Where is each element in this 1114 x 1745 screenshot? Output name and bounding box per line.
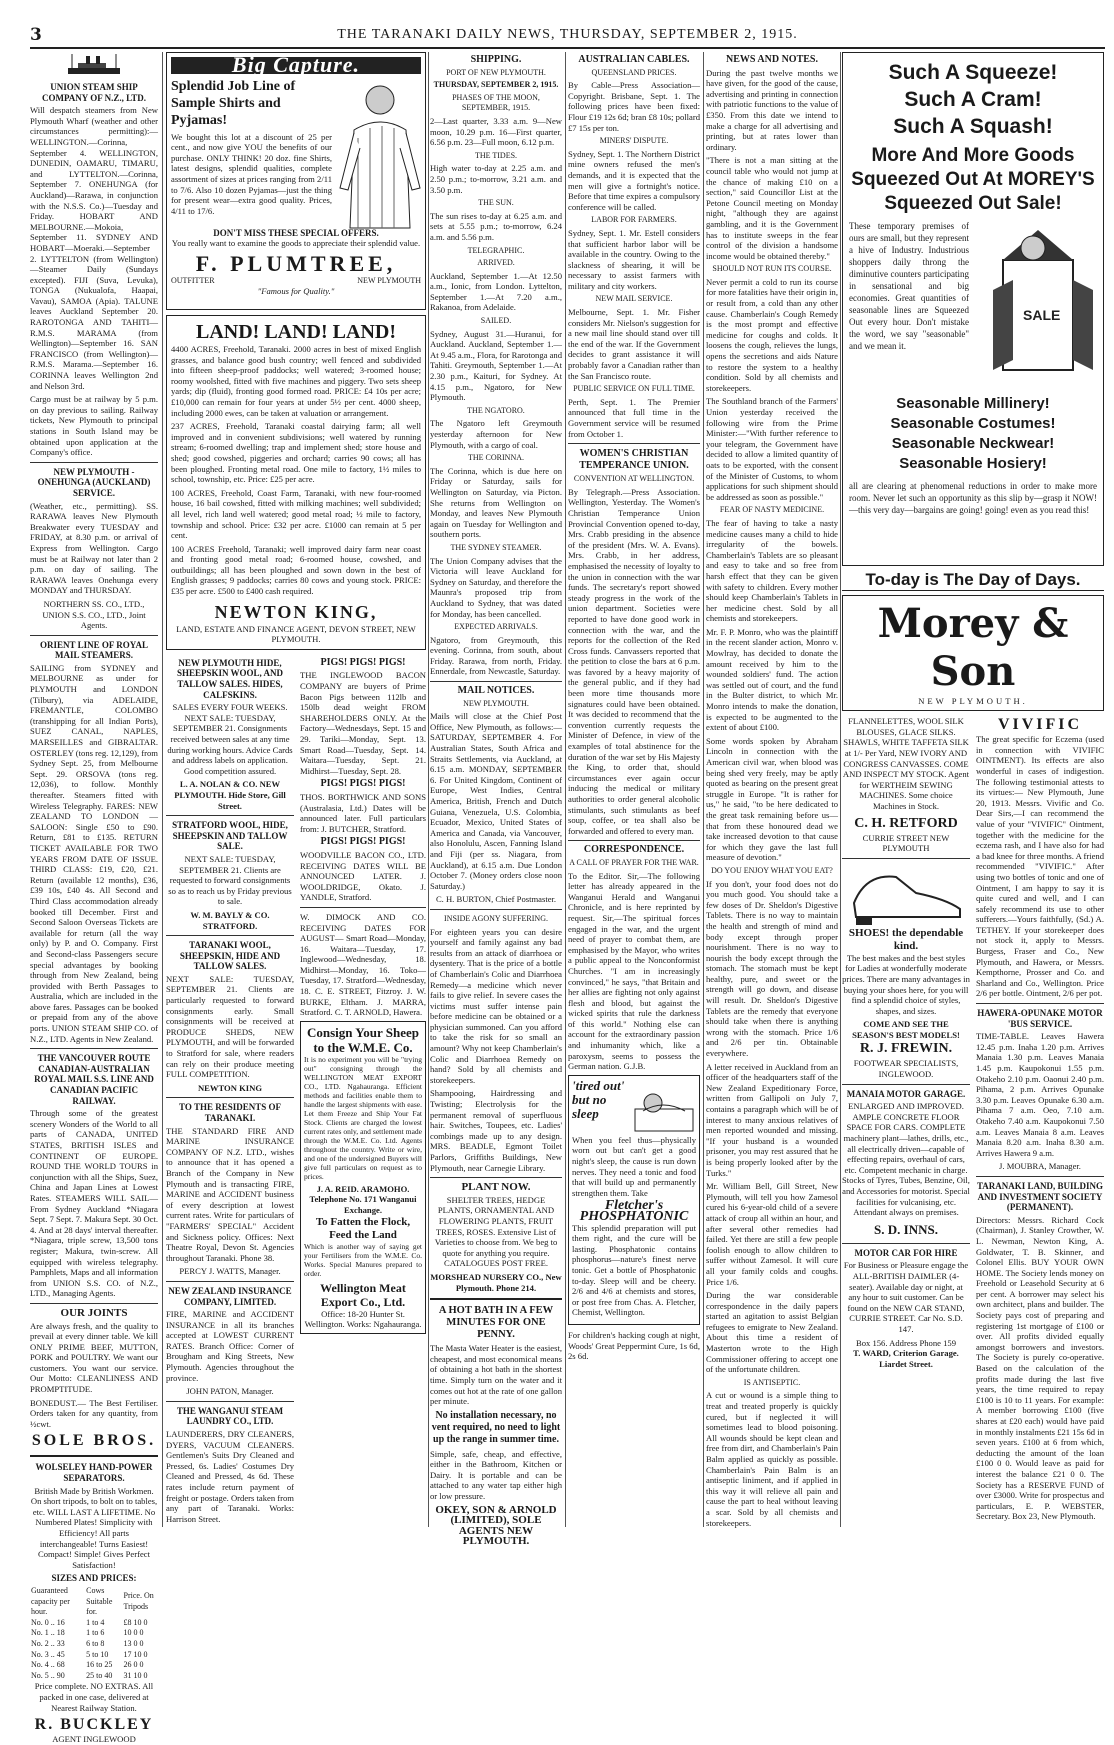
tired-heading: 'tired out' but no sleep	[572, 1077, 625, 1121]
invite-text: You really want to examine the goods to appreciate their splendid value.	[171, 238, 421, 249]
nz-insurance-title: NEW ZEALAND INSURANCE COMPANY, LIMITED.	[168, 1285, 292, 1307]
run-body: Never permit a cold to run its course for more fatalities have their origin in, or result from, a cold than any other cause. Chamberlain's Cough Remedy is the most prompt and effective medicine for coughs and colds. It loosens the cough, relieves the lungs, opens the secretions and aids Nature to restore the system to a healthy condition. Sold by all chemists and storekeepers.	[706, 276, 838, 393]
plant-body: SHELTER TREES, HEDGE PLANTS, ORNAMENTAL AND FLOWERING PLANTS, FRUIT TREES, ROSES. Extensive List of Varieties to choose from. We beg to quote for anything you require. CATALOGUES POST FREE.	[434, 1194, 558, 1269]
wctu-sub: CONVENTION AT WELLINGTON.	[573, 474, 695, 484]
wctu-body: By Telegraph.—Press Association. Wellington, Yesterday. The Women's Christian Temperance Union Provincial Convention opened to-day, Mrs. Crabb presiding in the absence of the president (Mrs. W. A. Evans). Mrs. Crabb, in her address, emphasised the necessity of loyalty to the union in connection with the war funds. The secretary's report showed steady progress in the work of the union department. Societies were reported to have done good work in connection with the war, and the reports for the collection of the Red Cross funds. Canvassers reported that the petition to close the bars at 6 p.m. was favored by a heavy majority of the general public, and if they had been more time thousands more signatures could have been obtained. It was decided to recommend that the convention currently requests the Minister of Defence, in view of the examples of total abstinence for the duration of the war set by His Majesty the King, to order that, should circumstances ever again occur inducing the medical or military authorities to order general alcoholic stimulants, such stimulants as beef soup, coffee, or tea shall also be forwarded and offered to every man.	[568, 486, 700, 836]
arrived-title: ARRIVED.	[477, 258, 515, 268]
vancouver-title: THE VANCOUVER ROUTE CANADIAN-AUSTRALIAN ROYAL MAIL S.S. LINE AND CANADIAN PACIFIC RAILWAY.	[34, 1053, 154, 1106]
moon-body: 2—Last quarter, 3.33 a.m. 9—New moon, 10.29 p.m. 16—First quarter, 6.56 p.m. 23—Full moon, 6.12 p.m.	[430, 115, 562, 148]
column-news-notes	[706, 52, 838, 1527]
consign-body: It is no experiment you will be "trying out" consigning through the WELLINGTON MEAT EXPORT CO., LTD. Ngahauranga. Efficient methods and facilities enable them to handle the largest shipments with ease. Let them Freeze and Ship Your Fat Stock. Clients are charged the lowest current rates only, and settlement made through the W.M.E. Co. Ltd. Agents throughout the country. Write or wire, and one of the undersigned Buyers will give full particulars on request as to prices.	[304, 1054, 422, 1181]
lincoln-body: Some words spoken by Abraham Lincoln in connection with the American civil war, when blood was being shed very freely, may be aptly quoted as bearing on the present great struggle in Europe. "It is rather for us," he said, "to be here dedicated to the great task remaining before us—that from these honoured dead we take increased devotion to that cause for which they gave the last full measure of devotion."	[706, 735, 838, 863]
flock-body: Which is another way of saying get your Fertilisers from the W.M.E. Co. Works. Special Manures prepared to order.	[304, 1241, 422, 1278]
sales-subcolumn	[166, 655, 294, 1528]
union-note: Cargo must be at railway by 5 p.m. on day previous to sailing. Railway tickets, New Plymouth to principal stations in South Island may be obtained upon application at the Company's office.	[30, 394, 158, 458]
joints-title: OUR JOINTS	[60, 1306, 128, 1319]
sizes-title: SIZES AND PRICES:	[51, 1573, 137, 1584]
column-morey-ads	[842, 52, 1104, 1527]
plumtree-ad	[166, 52, 426, 310]
sydney-body: The Union Company advises that the Victoria will leave Auckland for Sydney on Saturday, and therefore the Maunra's proposed trip from Auckland to Sydney, that was dated for Monday, has been cancelled.	[430, 555, 562, 619]
table-cell: No. 3 .. 45	[31, 1649, 65, 1659]
moubra-name: J. MOUBRA, Manager.	[999, 1161, 1081, 1172]
wme-name: Wellington Meat Export Co., Ltd.	[320, 1280, 406, 1309]
mail-body: Mails will close at the Chief Post Office, New Plymouth, as follows:— SATURDAY, SEPTEMBER 4. For Australian States, South Africa and Straits Settlements, via Auckland, at 6.15 a.m. MONDAY, SEPTEMBER 6. For United Kingdom, Continent of Europe, West Indies, Central America, British, French and Dutch Guiana, Venezuela, U.S. Colombia, Ecuador, Mexico, United States of America and Canada, via Vancouver, also Honolulu, Ascen, Fanning Island and Fiji (per ss. Niagara, from Auckland), at 6.15 a.m. Due London October 7. (Money orders close noon Saturday.)	[430, 711, 562, 891]
steamship-icon	[64, 52, 124, 78]
sizes-note: Price complete. NO EXTRAS. All packed in one case, delivered at Nearest Railway Station.	[34, 1681, 154, 1713]
onehunga-title: NEW PLYMOUTH - ONEHUNGA (AUCKLAND) SERVICE.	[37, 466, 151, 498]
orient-title: ORIENT LINE OF ROYAL MAIL STEAMERS.	[40, 639, 148, 661]
man-in-shirt-illustration	[336, 78, 421, 228]
column-shipping-ads	[30, 52, 158, 1745]
wanganui-body: LAUNDERERS, DRY CLEANERS, DYERS, VACUUM CLEANERS. Gentlemen's Suits Dry Cleaned and Pressed, 6s. Ladies' Costumes Dry Cleaned and Pressed, 4s 6d. These rates include return payment of freight or postage. Orders taken from any part of Taranaki. Works: Harrison Street.	[166, 1429, 294, 1524]
mail-service-title: NEW MAIL SERVICE.	[595, 294, 673, 304]
column-cables	[568, 52, 700, 1527]
fletcher-body: This splendid preparation will put them right, and the cure will be lasting. Phosphatonic contains phosphorus—nature's finest nerve tonic. Get a bottle of Phosphatonic to-day. Sleep will and be cheery. 2/6 and 4/6 at chemists and stores, or post free from Chas. A. Fletcher, Chemist, Wellington.	[572, 1222, 696, 1318]
table-row	[30, 1671, 158, 1682]
morshead-name: MORSHEAD NURSERY CO., New Plymouth. Phone 214.	[430, 1271, 562, 1293]
column-rule	[162, 52, 163, 1527]
table-row	[30, 1660, 158, 1671]
land-item: 100 ACRES Freehold, Taranaki; well improved dairy farm near coast and fronting good metal road; 6-roomed house, cowshed, and outbuildings; all has been ploughed and sown down in the best of English grasses; 9 paddocks; carries 80 cows and young stock. PRICE: £35 per acre. £500 to £400 cash required.	[171, 543, 421, 597]
sailed-body: Sydney, August 31.—Huranui, for Auckland. Auckland, September 1.—At 9.45 a.m., Flora, for Rarotonga and Tahiti. Greymouth, September 1.—At 2.30 p.m., Kaituri, for Sydney. At 4.15 p.m., Ngatoro, for New Plymouth.	[430, 328, 562, 403]
frewin-name: R. J. FREWIN.	[859, 1041, 953, 1057]
sailed-title: SAILED.	[480, 316, 512, 326]
sheepskin-body: SALES EVERY FOUR WEEKS. NEXT SALE: TUESDAY, SEPTEMBER 21. Consignments received between sales at any time during working hours. Advice Cards and address labels on application. Good competition assured.	[167, 702, 293, 776]
plumtree-right: NEW PLYMOUTH	[357, 275, 421, 285]
table-cell: 5 to 10	[86, 1649, 109, 1659]
onehunga-sign: NORTHERN SS. CO., LTD., UNION S.S. CO., LTD., Joint Agents.	[42, 598, 146, 631]
newton-king-land-ad	[166, 315, 426, 650]
frewin-sub: FOOTWEAR SPECIALISTS, INGLEWOOD.	[853, 1058, 959, 1080]
whitford-body: Mr. William Bell, Gill Street, New Plymouth, will tell you how Zamesol cured his 6-year-old child of a severe attack of croup all within an hour, and after several other remedies had failed. Yet there are still a few people foolish enough to allow children to suffer without Zamesol. It will cure all your family colds and coughs. Price 1/6.	[706, 1181, 838, 1287]
reid-name: J. A. REID. ARAMOHO. Telephone No. 171 Wanganui Exchange.	[309, 1183, 417, 1216]
public-title: PUBLIC SERVICE ON FULL TIME.	[573, 384, 695, 394]
ngatoro-body: The Ngatoro left Greymouth yesterday afternoon for New Plymouth, with a cargo of coal.	[430, 418, 562, 450]
table-cell: 16 to 25	[86, 1660, 113, 1670]
table-cell: 31 10 0	[123, 1670, 148, 1680]
table-header-row	[30, 1586, 158, 1618]
more-goods-heading: More And More Goods Squeezed Out At MOREY'S Squeezed Out Sale!	[851, 145, 1095, 214]
public-body: Perth, Sept. 1. The Premier announced that full time in the Government service will be resumed from October 1.	[568, 396, 700, 439]
woodville-body: WOODVILLE BACON CO., LTD. RECEIVING DATES WILL BE ANNOUNCED LATER. J. WOOLDRIDGE, Okato. J. YANDLE, Stratford.	[300, 849, 426, 903]
table-cell: No. 2 .. 33	[31, 1638, 65, 1648]
moon-title: PHASES OF THE MOON, SEPTEMBER, 1915.	[452, 92, 540, 113]
bath-heading: A HOT BATH IN A FEW MINUTES FOR ONE PENNY.	[438, 1305, 554, 1341]
sydney-title: THE SYDNEY STEAMER.	[450, 542, 542, 552]
phosphatonic-ad	[568, 1075, 700, 1325]
ngatoro-title: THE NGATORO.	[467, 405, 525, 415]
union-body: Will despatch steamers from New Plymouth Wharf (weather and other circumstances permitting):— WELLINGTON.—Corinna, September 4. WELLINGTON, DUNEDIN, OAMARU, TIMARU, and LYTTELTON.—Corinna, September 7. ONEHUNGA (for Auckland)—Rarawa, in conjunction with the N.S.S. Co.)—Tuesday and Friday. HOBART AND MELBOURNE.—Mokoia, September 11. SYDNEY AND HOBART—Moeraki.—September 2. LYTTELTON (from Wellington)—Steamer Daily (Sundays excepted). FIJI (Suva, Levuka), TONGA (Nukualofa, Haapai, Vavau), SAMOA (Apia). TALUNE leaves Auckland September 20. RAROTONGA AND TAHITI—R.M.S. MARAMA (from Wellington)—September 16. SAN FRANCISCO (from Wellington)—R.M.S. Marama.—September 16. CORINNA leaves Wellington 2nd and Nelson 3rd.	[30, 105, 158, 391]
splendid-body: We bought this lot at a discount of 25 per cent., and now give YOU the benefits of our purchase. ONLY THINK! 20 doz. fine Shirts, latest designs, splendid qualities, complete assortment of sizes at prices ranging from 2/11 to 7/6. Also 10 dozen Pyjamas—just the thing for present wear—extra good quality. Prices, 4/11 to 17/6.	[171, 131, 332, 216]
squeezed-man-illustration	[973, 220, 1097, 390]
land-item: 4400 ACRES, Freehold, Taranaki. 2000 acres in best of mixed English grasses, and balance good bush country; well fenced and subdivided into fifteen sheep-proof paddocks; well watered; 3-roomed house; roomy woolshed, fitted with five machines and piggery. Two sets sheep yards; dip (fluid), fronting good formed road. PRICE: £4 10s per acre; £10,000 can remain for four years at under 5½ per cent. 4000 sheep, including 2000 ewes, can be taken at valuation or arrangement.	[171, 344, 421, 418]
tides-body: High water to-day at 2.25 a.m. and 2.50 p.m.; to-morrow, 3.21 a.m. and 3.50 p.m.	[430, 163, 562, 195]
tired-body: When you feel thus—physically worn out but can't get a good night's sleep, the cause is run down nerves. They need a tonic and food that will build up and permanently strengthen them. Take	[572, 1134, 696, 1198]
mail-heading: MAIL NOTICES.	[457, 685, 535, 697]
monro-body: Mr. F. P. Monro, who was the plaintiff in the recent slander action, Monro v. Mowlray, has decided to donate the amount received by him to the wounded soldiers' fund. The action was settled out of court, and the fund in the Bulter district, to which Mr. Monro intends to make the donation, is expected to be augmented to the extent of about £100.	[706, 626, 838, 733]
table-row	[30, 1618, 158, 1629]
masthead	[30, 25, 1105, 49]
seasonable-line: Seasonable Neckwear!	[891, 435, 1055, 452]
shampoo-body: Shampooing, Hairdressing and Twisting; Electrolysis for the permanent removal of superfluous hair. Switches, Toupees, etc. Ladies' combings made up to any design. MRS. BEADLE, Egmont Toilet Parlors, Griffiths Buildings, New Plymouth, near Carnegie Library.	[430, 1088, 562, 1173]
newton-king-sub: LAND, ESTATE AND FINANCE AGENT, DEVON STREET, NEW PLYMOUTH.	[176, 623, 416, 645]
war-body: During the war considerable correspondence in the daily papers started an agitation to assist Belgian refugees to emigrate to New Zealand. About this time a resident of Masterton wrote to the High Commissioner offering to accept one of the unfortunate children.	[706, 1290, 838, 1375]
borthwick-body: THOS. BORTHWICK AND SONS (Australasia, Ltd.) Dates will be announced later. Full particulars from: J. BUTCHER, Stratford.	[300, 791, 426, 834]
table-header-cell: Cows Suitable for.	[86, 1585, 113, 1617]
buckley-sub: AGENT INGLEWOOD	[52, 1734, 136, 1745]
pigs-heading: PIGS! PIGS! PIGS!	[320, 656, 406, 668]
residents-title: TO THE RESIDENTS OF TARANAKI.	[179, 1102, 281, 1123]
southland-body: The Southland branch of the Farmers' Union yesterday received the following wire from the Prime Minister:—"With further reference to your telegram, the Government have decided to allow a limited quantity of oats to be exported, with the consent of the Minister of Customs, to whom applications for such shipment should be addressed as soon as possible."	[706, 396, 838, 502]
land-item: 100 ACRES, Freehold, Coast Farm, Taranaki, with new four-roomed house, 16 bail cowshed, fitted with milking machines; well subdivided; all level, rich land well watered; good metal road; ½ mile to factory, township and school. Price: £32 per acre. £1000 can remain at 5 per cent.	[171, 487, 421, 541]
svg-text:SALE: SALE	[1023, 307, 1061, 323]
table-cell: 26 0 0	[123, 1660, 144, 1670]
news-heading: NEWS AND NOTES.	[726, 54, 818, 65]
expected-body: Ngatoro, from Greymouth, this evening. Corinna, from south, about Friday. Rarawa, from north, Friday. Ennerdale, from Newcastle, Saturday.	[430, 634, 562, 677]
morey-ad	[842, 52, 1104, 566]
tired-woman-illustration	[633, 1079, 695, 1135]
pigs-subcolumn	[300, 655, 426, 1528]
column-shipping-news	[430, 52, 562, 1548]
children-cough: For children's hacking cough at night, Woods' Great Peppermint Cure, 1s 6d, 2s 6d.	[568, 1329, 700, 1362]
table-row	[30, 1639, 158, 1650]
seasonable-line: Seasonable Millinery!	[896, 395, 1050, 412]
box-line: Box 156. Address Phone 159	[855, 1337, 957, 1348]
wolseley-title: WOLSELEY HAND-POWER SEPARATORS.	[35, 1462, 153, 1484]
squeeze-line: Such A Squeeze!	[888, 61, 1058, 84]
page-number: 3	[30, 25, 42, 45]
correspondence-heading: CORRESPONDENCE.	[583, 844, 685, 856]
wanganui-title: THE WANGANUI STEAM LAUNDRY CO., LTD.	[176, 1405, 284, 1427]
table-cell: 10 0 0	[123, 1628, 144, 1638]
clearing-text: all are clearing at phenomenal reductions in order to make more room. Never let such an opportunity as this slip by—grasp it NOW!—this very day—bargains are going! going! even as you read this!	[849, 481, 1097, 515]
sole-bros: SOLE BROS.	[31, 1432, 157, 1450]
table-cell: 17 10 0	[123, 1649, 148, 1659]
news-item: "There is not a man sitting at the council table who would not jump at the chance of making £10 on a section," said Councillor List at the Petone Council meeting on Monday night, "although they are against gambling, and it is the Government has to institute sweeps in the fear control of the division a handsome income would be obtained thereby."	[706, 155, 838, 261]
labor-title: LABOR FOR FARMERS.	[591, 215, 677, 225]
joints-body: Are always fresh, and the quality to prevail at every dinner table. We kill ONLY PRIME BEEF, MUTTON, PORK and POULTRY. We want our customers. You want our service. Our Motto: CLEANLINESS AND PROMPTITUDE.	[30, 1320, 158, 1395]
plumtree-left: OUTFITTER	[171, 275, 215, 285]
land-title: LAND! LAND! LAND!	[196, 321, 396, 343]
nz-insurance-body: FIRE, MARINE and ACCIDENT INSURANCE in all its branches accepted at LOWEST CURRENT RATES. Branch Office: Corner of Brougham and King Streets, New Plymouth. Agencies throughout the province.	[166, 1309, 294, 1383]
taranaki-wool-body: NEXT SALE: TUESDAY, SEPTEMBER 21. Clients are particularly requested to forward consignments early. Small consignments will be received at PRODUCE SHEDS, NEW PLYMOUTH, and will be forwarded to Stratford for sale, where readers can rely on their produce meeting FULL COMPETITION.	[166, 973, 294, 1080]
today-banner: To-day is The Day of Days.	[842, 571, 1104, 591]
expected-title: EXPECTED ARRIVALS.	[454, 622, 538, 632]
plant-heading: PLANT NOW.	[461, 1181, 531, 1194]
hawera-body: TIME-TABLE. Leaves Hawera 12.45 p.m. Inaha 1.20 p.m. Arrives Manaia 1.30 p.m. Leaves Manaia 1.45 p.m. Kaupokonui 1.55 p.m. Otakeho 2.10 p.m. Oaonui 2.40 p.m. Pihama, 2 p.m. Arrives Opunake 3.30 p.m. Leaves Opunake 6.30 a.m. Pihama 7 a.m. Oeo, 7.10 a.m. Otakeho 7.40 a.m. Kaupokonui 7.50 a.m. Leaves Manaia 8 a.m. Leaves Manaia 8.20 a.m. Inaha 8.30 a.m. Arrives Hawera 9 a.m.	[976, 1031, 1104, 1158]
wctu-heading: WOMEN'S CHRISTIAN TEMPERANCE UNION.	[579, 448, 689, 472]
tides-title: THE TIDES.	[474, 150, 518, 160]
column-land-ads	[166, 52, 426, 1527]
table-cell: £8 10 0	[123, 1617, 148, 1627]
enjoy-body: If you don't, your food does not do you much good. You should take a few doses of Dr. Sheldon's Digestive Tablets. There is no way to maintain the health and strength of mind and body except through proper nourishment. There is no way to nourish the body except through the stomach. The stomach must be kept healthy, pure, and sweet or the strength will go down, and disease will result. Dr. Sheldon's Digestive Tablets are the remedy that everyone should take when there is anything wrong with the stomach. Price 1/6 and 2/6 per tin. Obtainable everywhere.	[706, 878, 838, 1059]
seasonable-line: Seasonable Hosiery!	[899, 455, 1047, 472]
telegraphic-title: TELEGRAPHIC.	[467, 245, 525, 255]
burton-name: C. H. BURTON, Chief Postmaster.	[435, 894, 557, 905]
newspaper-title: THE TARANAKI DAILY NEWS, THURSDAY, SEPTEMBER 2, 1915.	[337, 27, 798, 42]
dont-miss-text: DON'T MISS THESE SPECIAL OFFERS.	[213, 227, 379, 238]
land-item: 237 ACRES, Freehold, Taranaki coastal dairying farm; all well improved and in convenient subdivisions; well watered by running stream; 6-roomed dwelling; trap and implement shed; store house and shed; good cowshed, piggeries and orchard; carries 90 cows; all has been ploughed. Fronting metal road. One mile to factory, 1½ miles to school, township, etc. Price: £25 per acre.	[171, 421, 421, 485]
corinna-title: THE CORINNA.	[468, 453, 524, 463]
pigs-heading: PIGS! PIGS! PIGS!	[320, 778, 406, 790]
labor-body: Sydney, Sept. 1. Mr. Estell considers that sufficient harbor labor will be available in the country. Owing to the slackness of shearing, it will be necessary to assist farmers with military and city workers.	[568, 227, 700, 291]
big-capture-heading: Big Capture.	[171, 57, 421, 74]
shoes-heading: SHOES! the dependable kind.	[848, 926, 964, 952]
manaia-body: ENLARGED AND IMPROVED. AMPLE CONCRETE FLOOR SPACE FOR CARS. COMPLETE machinery plant—lathes, drills, etc., all electrically driven—capable of effecting repairs, overhaul of cars, etc. Competent mechanic in charge. Stocks of Tyres, Tubes, Benzine, Oil, and Accessories for motorist. Special facilities for vulcanising, etc. Attendant always on premises.	[842, 1101, 970, 1218]
bacon-body: THE INGLEWOOD BACON COMPANY are buyers of Prime Bacon Pigs between 112lb and 150lb dead weight FROM SHAREHOLDERS ONLY. At the Factory—Wednesdays, Sept. 15 and 29. Tariki—Monday, Sept. 13. Smart Road—Tuesday, Sept. 14. Waitara—Tuesday, Sept. 21. Midhirst—Tuesday, Sept. 28.	[300, 670, 426, 776]
table-row	[30, 1650, 158, 1661]
splendid-heading: Splendid Job Line of Sample Shirts and Pyjamas!	[171, 78, 296, 128]
table-row	[30, 1628, 158, 1639]
wolseley-body: British Made by British Workmen. On short tripods, to bolt on to tables, etc. WILL LAST A LIFETIME. No Numbered Plates! Simplicity with Efficiency! All parts interchangeable! Turns Easiest! Compact! Simple! Gives Perfect Satisfaction!	[30, 1485, 158, 1570]
tlbi-body: Directors: Messrs. Richard Cock (Chairman), J. Stanley Crowther, W. L. Newman, Newton King, A. Goldwater, T. B. Skinner, and Colonel Ellis. BUY YOUR OWN HOME. The Society lends money on Freehold or Leasehold Security at 6 per cent. A borrower may select his own architect, plans and builder. The Society pays cost of preparing and registering 1st mortgage of £100 or over. All profits divided equally amongst borrowers and investors. The Society is purely co-operative. Based on the calculation of the profits made during the last five years, the time required to repay £100 is 10 to 11 years. For example: A member borrowing £100 (five shares at £20 each) would have paid in monthly instalments £21 15s 6d in seven years. £100 at 6 from which, deducting the amount of the loan £100 0 0. Would leave as paid for interest the balance £21 0 0. The Society has a RESERVE FUND of over £3000. Write for prospectus and particulars, E. P. WEBSTER, Secretary. Box 23, New Plymouth.	[976, 1214, 1104, 1522]
vancouver-body: Through some of the greatest scenery Wonders of the World to all parts of CANADA, UNITED STATES, BRITISH ISLES and CONTINENT OF EUROPE. ROUND THE WORLD TOURS in conjunction with all the Ships, Suez, China and Japan Lines at Lowest Rates. STEAMERS WILL SAIL— From Sydney Auckland *Niagara Sept. 7 Sept. 7. Makura Sept. 30 Oct. 4. And at 28 days' interval thereafter. *Niagara, triple screw, 13,500 tons register; Makura, twin-screw. All equipped with wireless telegraphy. Pamphlets, Maps and all information from UNION S.S. CO. of N.Z., LTD., Managing Agents.	[30, 1108, 158, 1299]
column-rule	[840, 52, 841, 1527]
taranaki-wool-title: TARANAKI WOOL, SHEEPSKIN, HIDE AND TALLOW SALES.	[179, 940, 281, 972]
sun-body: The sun rises to-day at 6.25 a.m. and sets at 5.55 p.m.; to-morrow, 6.24 a.m. and 5.56 p.m.	[430, 210, 562, 242]
fletcher-brand: Fletcher's PHOSPHATONIC	[579, 1198, 689, 1224]
vivific-body: The great specific for Eczema (used in connection with VIVIFIC OINTMENT). Its effects are also wonderful in cases of indigestion. The following testimonial attests to its virtues:— New Plymouth, June 20, 1913. Messrs. Vivific and Co. Dear Sirs,—I can recommend the value of your "VIVIFIC" Ointment, together with the medicine for the eczema rash, and I have also for had a bad knee for three months. A friend recommended "VIVIFIC." After using two bottles of tonic and one of Ointment, I am happy to say it is quite cured and well, and I can safely recommend its use to other sufferers.—Yours faithfully, (Sd.) A. TETHEY. If your storekeeper does not stock it, apply to Messrs. Burgess, Fraser and Co., New Plymouth, and Hawera, or Messrs. Kempthorne, Prosser and Co. and Sharland and Co., Wellington. Price 2/6 per bottle. Ointment, 2/6 per pot.	[976, 734, 1104, 999]
flock-title: To Fatten the Flock, Feed the Land	[315, 1215, 411, 1241]
flannelettes-body: FLANNELETTES, WOOL SILK BLOUSES, GLACE SILKS. SHAWLS, WHITE TAFFETA SILK at 1/- Per Yard, NEW IVORY AND CONGRESS CANVASSES. COME AND INSPECT MY STOCK. Agent for WERTHEIM SEWING MACHINES. Some choice Machines in Stock.	[842, 716, 970, 811]
motor-title: MOTOR CAR FOR HIRE	[854, 1247, 958, 1258]
morey-son-sub: NEW PLYMOUTH.	[918, 695, 1028, 706]
antiseptic-body: A cut or wound is a simple thing to treat and treated properly is quickly cured, but if neglected it will sometimes lead to blood poisoning. All wounds should be kept clean and free from dirt, and Chamberlain's Pain Balm applied as quickly as possible. Chamberlain's Pain Balm is an antiseptic liniment, and if applied in this way it will relieve all pain and cause the part to heal without leaving a scar. Sold by all chemists and storekeepers.	[706, 1390, 838, 1528]
table-header-cell: Price. On Tripods	[123, 1591, 154, 1611]
fear-body: The fear of having to take a nasty medicine causes many a child to hide irregularity of the bowels. Chamberlain's Tablets are so pleasant and easy to take and so free from harsh effect that they can be given with safety to children. Every mother should keep Chamberlain's Tablets in her medicine chest. Sold by all chemists and storekeepers.	[706, 517, 838, 624]
morey-son-name: Morey & Son	[877, 599, 1069, 695]
shoes-body: The best makes and the best styles for Ladies at wonderfully moderate prices. There are many advantages in buying your shoes here, for you will find a splendid choice of styles, shapes, and sizes.	[842, 952, 970, 1016]
column-rule	[428, 52, 429, 1527]
shipping-heading: SHIPPING.	[470, 54, 522, 65]
orient-body: SAILING from SYDNEY and MELBOURNE as under for PLYMOUTH and LONDON (Tilbury), via ADELAIDE, FREMANTLE, COLOMBO (transhipping for all Indian Ports), SUEZ CANAL, NAPLES, MARSEILLES and GIBRALTAR. OSTERLEY (tons reg. 12,129), from Sydney Sept. 25, from Melbourne Sept. 29. ORSOVA (tons reg. 12,036), to follow. Monthly thereafter. Steamers fitted with Wireless Telegraphy. FARES: NEW ZEALAND TO LONDON —SALOON: Single £50 to £90. Return, £81 to £135. RETURN TICKET AVAILABLE FOR TWO YEARS FROM DATE OF ISSUE. THIRD CLASS: £19, £20, £21. Return (available 12 months), £36, £39 10s, £40 4s. All Second and Third Class accommodation already booked till December. First and Second Saloon Overseas Tickets are available for return (all the way only) by P. and O. Company. First and Second-class Passengers secure special advantages by booking through from New Zealand, being provided with Berth Passages to Australia, which are included in the above fares. Passages can be booked or prepaid from any of the above ports. UNION STEAM SHIP CO. of N.Z., LTD. Agents in New Zealand.	[30, 662, 158, 1044]
watts-name: PERCY J. WATTS, Manager.	[179, 1266, 281, 1277]
cables-heading: AUSTRALIAN CABLES.	[578, 54, 690, 65]
paton-name: JOHN PATON, Manager.	[186, 1386, 274, 1397]
fear-title: FEAR OF NASTY MEDICINE.	[719, 505, 825, 515]
table-cell: No. 1 .. 18	[31, 1628, 65, 1638]
news-item: During the past twelve months we have given, for the good of the cause, advertising and printing in connection with patriotic functions to the value of £350. From this date we intend to make a charge for all advertising and printing, but at rates lower than ordinary.	[706, 67, 838, 152]
plumtree-name: F. PLUMTREE,	[195, 250, 397, 276]
run-title: SHOULD NOT RUN ITS COURSE.	[712, 264, 832, 274]
inside-body: For eighteen years you can desire yourself and family against any bad results from an attack of diarrhoea or dysentery. That is the price of a bottle of Chamberlain's Colic and Diarrhoea Remedy—a medicine which never fails to give relief. In severe cases the victims must suffer intense pain before medicine can be obtained or a physician summoned. Can you afford to take the risk for so small an amount? Why not keep Chamberlain's Colic and Diarrhoea Remedy on hand? Sold by all chemists and storekeepers.	[430, 926, 562, 1085]
shoe-illustration	[846, 863, 966, 927]
corinna-body: The Corinna, which is due here on Friday or Saturday, sails for Wellington on Saturday, via Picton. She returns from Wellington on Monday, and leaves New Plymouth again on Tuesday for Wellington and southern ports.	[430, 465, 562, 540]
mail-sub: NEW PLYMOUTH.	[463, 698, 529, 708]
pigs-heading: PIGS! PIGS! PIGS!	[320, 836, 406, 848]
vivific-subcolumn	[976, 716, 1104, 1525]
squeeze-line: Such A Cram!	[904, 88, 1042, 111]
buckley-name: R. BUCKLEY	[34, 1716, 154, 1734]
consign-title: Consign Your Sheep to the W.M.E. Co.	[307, 1024, 419, 1055]
bayly-name: W. M. BAYLY & CO. STRATFORD.	[190, 909, 270, 931]
nolan-name: L. A. NOLAN & CO. NEW PLYMOUTH. Hide Store, Gill Street.	[174, 779, 286, 811]
union-title: UNION STEAM SHIP COMPANY OF N.Z., LTD.	[41, 82, 147, 103]
wme-sub: Office: 18-20 Hunter St. Wellington. Works: Ngahauranga.	[304, 1308, 422, 1330]
table-cell: No. 4 .. 68	[31, 1660, 65, 1670]
stratford-body: NEXT SALE: TUESDAY, SEPTEMBER 21. Clients are requested to forward consignments so as to reach us by Friday previous to sale.	[168, 853, 292, 907]
seasonable-line: Seasonable Costumes!	[890, 415, 1056, 432]
morey-son-ad	[842, 595, 1104, 712]
bath-body: The Masta Water Heater is the easiest, cheapest, and most economical means of obtaining a hot bath in the shortest time. Simply turn on the water and it comes out hot at the rate of one gallon per minute.	[430, 1343, 562, 1407]
bath-more: Simple, safe, cheap, and effective, either in the Bathroom, Kitchen or Dairy. It is portable and can be attached to any water tap either high or low pressure.	[430, 1448, 562, 1502]
sizes-table	[30, 1586, 158, 1681]
retford-subcolumn	[842, 716, 970, 1525]
miners-title: MINERS' DISPUTE.	[599, 136, 669, 146]
hawera-title: HAWERA-OPUNAKE MOTOR 'BUS SERVICE.	[977, 1008, 1103, 1029]
sun-title: THE SUN.	[478, 198, 514, 208]
vivific-title: VIVIFIC	[997, 716, 1083, 734]
letter-body: A letter received in Auckland from an officer of the headquarters staff of the New Zealand Expeditionary Force, written from Gallipoli on July 7, contains a paragraph which will be of interest to many anxious relatives of men reported wounded and missing. "If your husband is a wounded prisoner, you may rest assured that he is being properly looked after by the Turks."	[706, 1061, 838, 1178]
motor-body: For Business or Pleasure engage the ALL-BRITISH DAIMLER (4-seater). Available day or night, at any hour to suit customer. Can be found on the NEW CAR STAND, CURRIE STREET. Car No. S.D. 147.	[843, 1260, 969, 1334]
column-rule	[703, 52, 704, 1527]
bath-install: No installation necessary, no vent required, no need to light up the range in summer time.	[431, 1409, 561, 1445]
bonedust-text: BONEDUST.— The Best Fertiliser. Orders taken for any quantity, from ½cwt.	[30, 1397, 158, 1429]
port-heading: PORT OF NEW PLYMOUTH.	[446, 67, 546, 77]
tlbi-title: TARANAKI LAND, BUILDING AND INVESTMENT SOCIETY (PERMANENT).	[976, 1180, 1104, 1213]
newton-king-name: NEWTON KING,	[214, 601, 378, 622]
enjoy-title: DO YOU ENJOY WHAT YOU EAT?	[711, 865, 833, 875]
temp-premises-text: These temporary premises of ours are small, but they represent a hive of Industry. Industrious shoppers daily throng the diminutive counters participating in sensational and big economies. Great quantities of seasonable lines are Squeezed Out every hour. Don't mistake the word, we say "seasonable" and we mean it.	[849, 221, 969, 351]
correspondence-sub: A CALL OF PRAYER FOR THE WAR.	[569, 857, 699, 867]
table-cell: No. 0 .. 16	[31, 1617, 65, 1627]
table-cell: 13 0 0	[123, 1638, 144, 1648]
onehunga-body: (Weather, etc., permitting). SS. RARAWA leaves New Plymouth Breakwater every TUESDAY and FRIDAY, at 8.30 p.m. or arrival of Express from Wellington. Cargo must be at Railway not later than 2 p.m. on day of sailing. The RARAWA leaves Onehunga every MONDAY and THURSDAY.	[30, 500, 158, 596]
table-cell: 6 to 8	[86, 1638, 105, 1648]
table-cell: 25 to 40	[86, 1670, 113, 1680]
miners-body: Sydney, Sept. 1. The Northern District mine owners refused the men's demands, and it is expected that the men will give a fortnight's notice. Before that time expires a compulsory conference will be called.	[568, 148, 700, 212]
table-cell: 1 to 4	[86, 1617, 105, 1627]
table-cell: 1 to 6	[86, 1628, 105, 1638]
antiseptic-title: IS ANTISEPTIC.	[743, 1377, 801, 1387]
sheepskin-title: NEW PLYMOUTH HIDE, SHEEPSKIN WOOL, AND TALLOW SALES. HIDES, CALFSKINS.	[176, 657, 284, 700]
correspondence-body: To the Editor. Sir,—The following letter has already appeared in the Wanganui Herald and Wanganui Chronicle, and is here reprinted by request. Sir,—The spiritual forces engaged in the war, and the urgent need of prayer to combat them, are emphasised by the Mayor, who writes a public appeal to the Nonconformist Churches. "I am in increasingly convinced," he says, "that Britain and her allies are fighting not only against flesh and blood, but against the wicked spirits that rule the darkness of this world." Nothing else can account for the extraordinary passion and inhumanity which, like a paroxysm, seems to possess the German nation. G.J.B.	[568, 870, 700, 1072]
date-heading: THURSDAY, SEPTEMBER 2, 1915.	[433, 80, 559, 90]
ward-name: T. WARD, Criterion Garage. Liardet Street.	[853, 1348, 959, 1369]
dimock-body: W. DIMOCK AND CO. RECEIVING DATES FOR AUGUST— Smart Road—Monday, 16. Waitara—Tuesday, 17. Inglewood—Wednesday, 18. Midhirst—Monday, 16. Toko—Tuesday, 17. Stratford—Wednesday, 18. C. E. STREET, Fitzroy. J. W. BURKE, Eltham. J. MARRA, Stratford. C. T. ARNOLD, Hawera.	[300, 911, 426, 1018]
inside-title: INSIDE AGONY SUFFERING.	[444, 913, 548, 923]
mail-service-body: Melbourne, Sept. 1. Mr. Fisher considers Mr. Nielson's suggestion for a new mail line should stand over till the end of the war. If the Government decides to grant assistance it will probably favor a Canadian rather than the San Francisco route.	[568, 307, 700, 381]
arrived-body: Auckland, September 1.—At 12.50 a.m., Ionic, from London. Lyttelton, September 1.—At 7.20 a.m., Rakanoa, from Adelaide.	[430, 270, 562, 313]
prices-body: By Cable—Press Association—Copyright. Brisbane, Sept. 1. The following prices have been fixed: Flour £19 12s 6d; bran £8 10s; pollard £7 15s per ton.	[568, 80, 701, 133]
retford-sub: CURRIE STREET NEW PLYMOUTH	[862, 832, 950, 854]
inns-name: S. D. INNS.	[874, 1221, 938, 1237]
manaia-title: MANAIA MOTOR GARAGE.	[846, 1088, 966, 1099]
squeeze-line: Such A Squash!	[893, 115, 1053, 138]
plumtree-motto: "Famous for Quality."	[257, 286, 335, 297]
wme-ad	[300, 1021, 426, 1334]
prices-title: QUEENSLAND PRICES.	[591, 67, 677, 77]
column-rule	[565, 52, 566, 1527]
stratford-title: STRATFORD WOOL, HIDE, SHEEPSKIN AND TALLOW SALE.	[172, 820, 288, 852]
standard-fire-body: THE STANDARD FIRE AND MARINE INSURANCE COMPANY OF N.Z. LTD., wishes to announce that it has opened a Branch of the Company in New Plymouth and is transacting FIRE, MARINE and ACCIDENT business of every description at lowest current rates. Write for particulars of "FARMERS' SPECIAL" Accident and Sickness policy. Offices: Next Theatre Royal, Devon St. Agencies throughout Taranaki. Phone 38.	[166, 1125, 294, 1263]
newton-king-sign: NEWTON KING	[197, 1082, 263, 1093]
retford-name: C. H. RETFORD	[854, 815, 958, 831]
okey-name: OKEY, SON & ARNOLD (LIMITED), SOLE AGENTS NEW PLYMOUTH.	[435, 1503, 557, 1548]
come-see-text: COME AND SEE THE SEASON'S BEST MODELS!	[852, 1019, 960, 1040]
table-cell: No. 5 .. 90	[31, 1670, 65, 1680]
table-header-cell: Guaranteed capacity per hour.	[31, 1585, 70, 1617]
